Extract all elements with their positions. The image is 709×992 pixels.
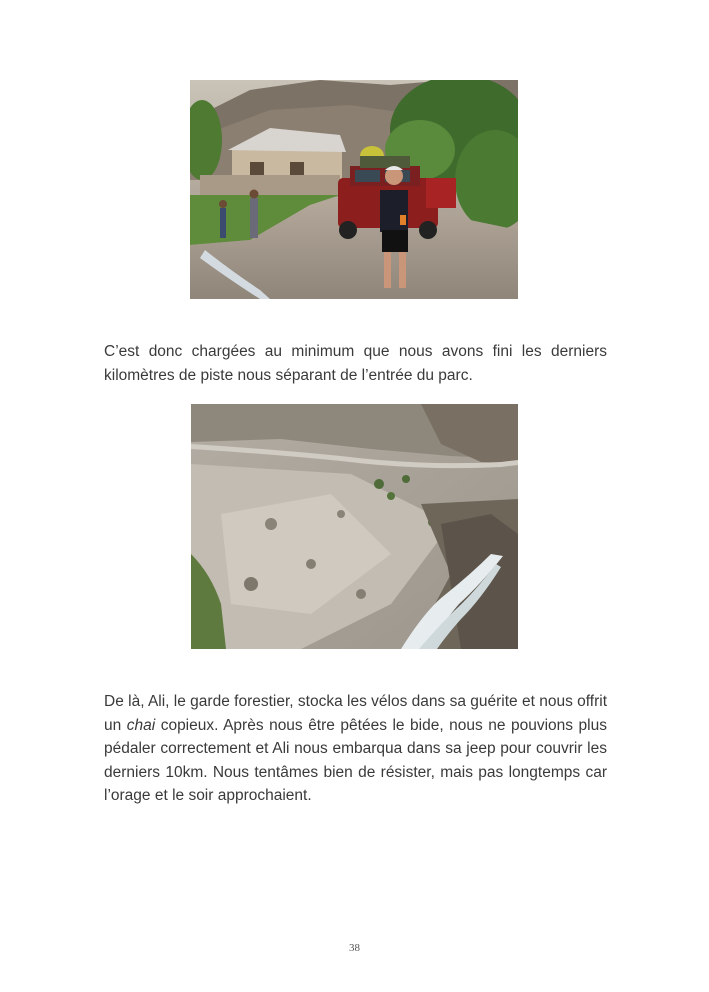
paragraph2-part1: De là, Ali, le garde forestier, stocka les vélos dans sa guérite et nous offrit un bbox=[104, 693, 607, 734]
paragraph-ali-jeep bbox=[104, 690, 607, 808]
paragraph2-part2: copieux. Après nous être pêtées le bide, nous ne pouvions plus pédaler correctement et Ali nous embarqua dans sa jeep pour couvrir les derniers 10km. Nous tentâmes bien de résister, mais pas longtemps car l’orage et le soir approchaient. bbox=[104, 716, 607, 804]
chai-word: chai bbox=[126, 716, 156, 734]
photo-village-jeep bbox=[190, 80, 518, 299]
mountain-trail-illustration bbox=[191, 404, 518, 649]
page-number: 38 bbox=[349, 942, 360, 954]
village-jeep-illustration bbox=[190, 80, 518, 299]
paragraph-trail-intro: C’est donc chargées au minimum que nous avons fini les derniers kilomètres de piste nous séparant de l’entrée du parc. bbox=[104, 343, 607, 384]
photo-mountain-trail bbox=[191, 404, 518, 649]
